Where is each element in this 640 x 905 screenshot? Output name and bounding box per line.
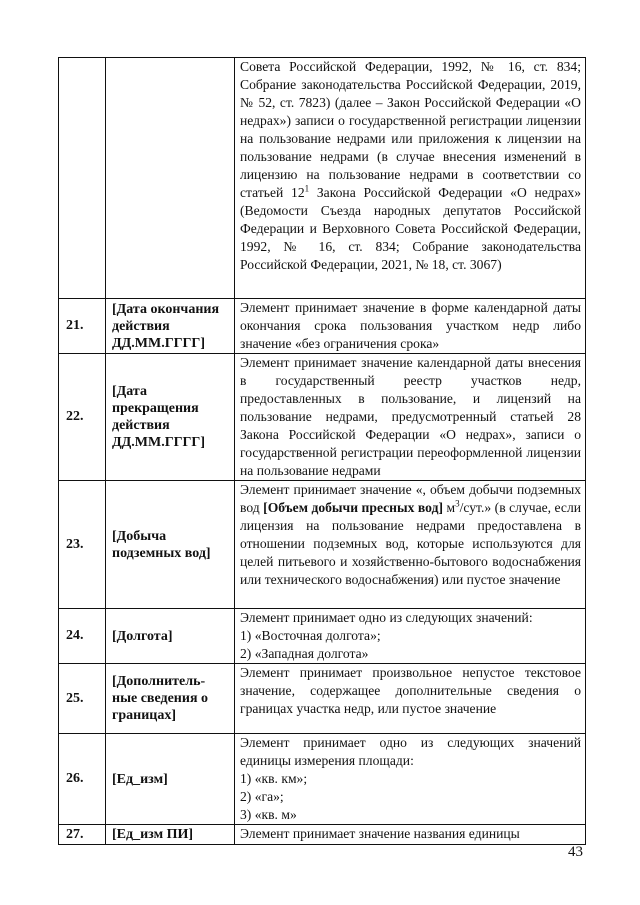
description-line: Элемент принимает одно из следующих значений: [240, 610, 533, 625]
element-description [235, 58, 586, 299]
element-description [235, 481, 586, 609]
row-number: 21. [59, 299, 106, 354]
row-number [59, 58, 106, 299]
element-description: Элемент принимает значение календарной даты внесения в государственный реестр участков недр, предоставленных в пользование, и лицензий на пользование недрами, предусмотренный статьей 28 Закона Российской Федерации «О недрах», записи о государственной регистрации переоформленной лицензии на пользование недрами [235, 354, 586, 481]
description-line: 1) «кв. км»; [240, 771, 308, 786]
superscript: 3 [455, 498, 460, 509]
element-name: [Долгота] [106, 609, 235, 664]
row-number: 25. [59, 664, 106, 734]
table-row [59, 481, 586, 609]
table-row [59, 354, 586, 481]
table-row [59, 825, 586, 845]
description-text-tail: Закона Российской Федерации «О недрах» (Ведомости Съезда народных депутатов Российской Федерации и Верховного Совета Российской Федерации, 1992, № 16, ст. 834; Собрание законодательства Российской Федерации, 2021, № 18, ст. 3067) [240, 185, 581, 272]
row-number: 24. [59, 609, 106, 664]
description-line: 2) «Западная долгота» [240, 646, 369, 661]
description-line: Элемент принимает одно из следующих значений единицы измерения площади: [240, 735, 581, 768]
placeholder-volume: [Объем добычи пресных вод] [263, 500, 443, 515]
element-description: Элемент принимает значение в форме календарной даты окончания срока пользования участком недр либо значение «без ограничения срока» [235, 299, 586, 354]
table-row [59, 609, 586, 664]
description-text: Совета Российской Федерации, 1992, № 16, ст. 834; Собрание законодательства Российской Федерации, 2019, № 52, ст. 7823) (далее – Закон Российской Федерации «О недрах») записи о государственной регистрации лицензии на пользование недрами или приложения к лицензии на пользование недрами (в случае внесения изменений в лицензию на пользование недрами в соответствии со статьей 12 [240, 59, 581, 200]
element-name [106, 58, 235, 299]
table-row [59, 734, 586, 825]
element-name: [Ед_изм] [106, 734, 235, 825]
row-number: 23. [59, 481, 106, 609]
row-number: 22. [59, 354, 106, 481]
row-number: 27. [59, 825, 106, 845]
element-name: [Дата прекращения действия ДД.ММ.ГГГГ] [106, 354, 235, 481]
table-row [59, 664, 586, 734]
element-name: [Добыча подземных вод] [106, 481, 235, 609]
element-description: Элемент принимает произвольное непустое текстовое значение, содержащее дополнительные сведения о границах участка недр, или пустое значение [235, 664, 586, 734]
superscript: 1 [304, 183, 310, 194]
element-name: [Дата окончания действия ДД.ММ.ГГГГ] [106, 299, 235, 354]
element-description [235, 609, 586, 664]
description-line: 1) «Восточная долгота»; [240, 628, 381, 643]
unit-text: м [443, 500, 456, 515]
elements-table [58, 57, 586, 845]
description-line: 2) «га»; [240, 789, 284, 804]
table-row [59, 58, 586, 299]
element-name: [Дополнитель-ные сведения о границах] [106, 664, 235, 734]
description-text: Элемент принимает значение «, объем добычи подземных вод [240, 482, 581, 515]
table-row [59, 299, 586, 354]
description-text-tail: /сут.» (в случае, если лицензия на пользование недрами предоставлена в отношении подземных вод, которые используются для целей питьевого и хозяйственно-бытового водоснабжения или технического водоснабжения) или пустое значение [240, 500, 582, 587]
element-description: Элемент принимает значение названия единицы [235, 825, 586, 845]
page-number: 43 [568, 844, 583, 860]
row-number: 26. [59, 734, 106, 825]
element-description [235, 734, 586, 825]
element-name: [Ед_изм ПИ] [106, 825, 235, 845]
description-line: 3) «кв. м» [240, 807, 297, 822]
